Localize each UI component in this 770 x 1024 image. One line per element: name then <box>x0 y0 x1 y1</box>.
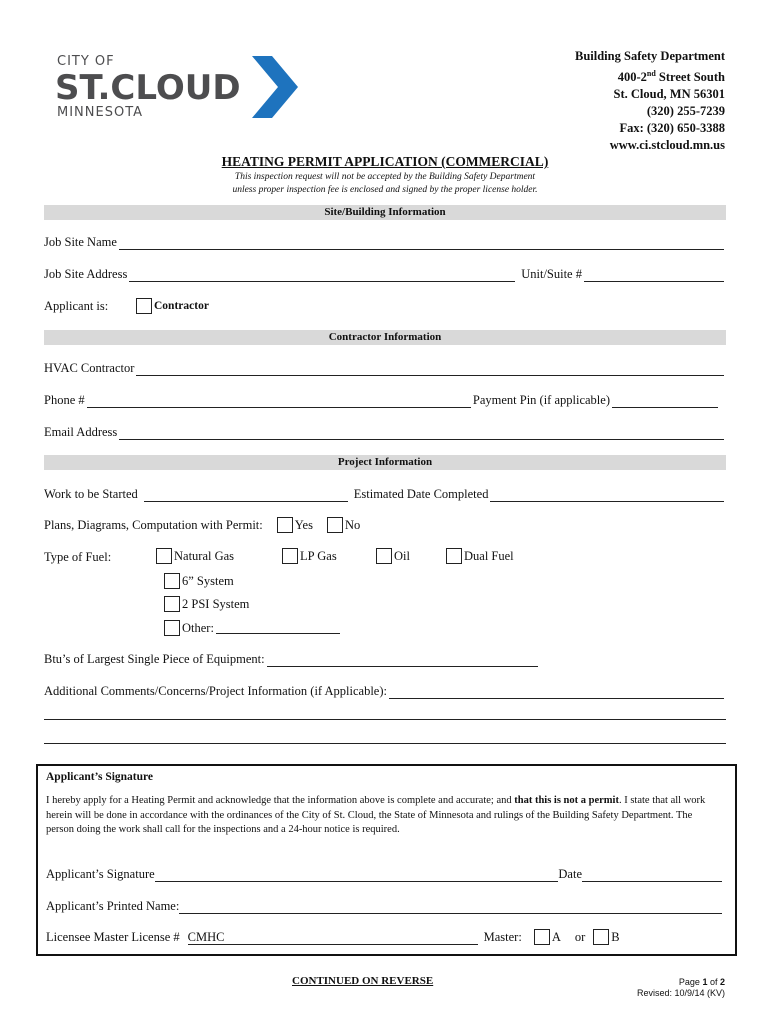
job-site-name-label: Job Site Name <box>44 235 117 249</box>
department-name: Building Safety Department <box>575 49 725 63</box>
other-fuel-label: Other: <box>182 620 214 635</box>
other-fuel-field[interactable] <box>216 623 340 634</box>
payment-pin-field[interactable] <box>612 395 718 408</box>
fuel-natural-gas-option <box>156 548 234 564</box>
page-of: of <box>707 977 720 987</box>
job-site-name-field[interactable] <box>119 237 724 250</box>
natural-gas-checkbox[interactable] <box>156 548 172 564</box>
oil-label: Oil <box>394 548 410 563</box>
signature-title: Applicant’s Signature <box>46 771 154 783</box>
master-b-label: B <box>611 929 620 944</box>
printed-name-label: Applicant’s Printed Name: <box>46 899 180 913</box>
page-number <box>637 977 725 988</box>
six-inch-system-label: 6” System <box>182 573 234 588</box>
payment-pin-label: Payment Pin (if applicable) <box>472 393 610 407</box>
section-contractor-header: Contractor Information <box>44 330 726 345</box>
declaration-part-1: I hereby apply for a Heating Permit and acknowledge that the information above is complete and accurate; and <box>46 795 515 806</box>
dual-fuel-checkbox[interactable] <box>446 548 462 564</box>
master-b-checkbox[interactable] <box>593 929 609 945</box>
date-label: Date <box>558 867 582 881</box>
comments-row <box>44 684 726 699</box>
plans-yes-label: Yes <box>294 517 313 532</box>
oil-checkbox[interactable] <box>376 548 392 564</box>
estimated-completed-field[interactable] <box>490 489 724 502</box>
logo-state: MINNESOTA <box>57 105 144 120</box>
job-site-address-label: Job Site Address <box>44 267 128 281</box>
two-psi-system-option <box>164 596 249 612</box>
department-fax: Fax: (320) 650-3388 <box>619 121 725 136</box>
fuel-type-label: Type of Fuel: <box>44 550 112 564</box>
date-field[interactable] <box>582 869 722 882</box>
notice-line-1: This inspection request will not be accepted by the Building Safety Department <box>234 172 536 182</box>
revised-date: Revised: 10/9/14 (KV) <box>636 988 725 998</box>
fuel-oil-option <box>376 548 410 564</box>
form-title: HEATING PERMIT APPLICATION (COMMERCIAL) <box>221 154 549 169</box>
plans-no-checkbox[interactable] <box>327 517 343 533</box>
plans-row <box>44 517 726 533</box>
contractor-checkbox[interactable] <box>136 298 152 314</box>
work-dates-row <box>44 487 726 502</box>
work-started-label: Work to be Started <box>44 487 138 501</box>
lp-gas-label: LP Gas <box>300 548 337 563</box>
licensee-master-label: Licensee Master License # <box>46 929 180 944</box>
plans-yes-checkbox[interactable] <box>277 517 293 533</box>
unit-suite-field[interactable] <box>584 269 724 282</box>
license-number-field[interactable] <box>188 930 478 945</box>
email-field[interactable] <box>119 427 724 440</box>
natural-gas-label: Natural Gas <box>174 548 235 563</box>
six-inch-system-checkbox[interactable] <box>164 573 180 589</box>
logo-city-of: CITY OF <box>57 54 115 69</box>
printed-name-field[interactable] <box>179 901 722 914</box>
chevron-icon <box>250 54 300 120</box>
phone-field[interactable] <box>87 395 471 408</box>
phone-row <box>44 393 720 408</box>
department-city: St. Cloud, MN 56301 <box>613 87 725 102</box>
declaration-bold: that this is not a permit <box>514 795 619 806</box>
comments-label: Additional Comments/Concerns/Project Information (if Applicable): <box>44 684 387 698</box>
department-address <box>575 65 725 86</box>
signature-declaration <box>46 794 722 838</box>
comments-field[interactable] <box>389 686 724 699</box>
email-row <box>44 425 726 440</box>
master-a-label: A <box>551 929 561 944</box>
btus-row <box>44 652 540 667</box>
license-row <box>46 929 722 945</box>
notice-line-2: unless proper inspection fee is enclosed and signed by the proper license holder. <box>232 185 538 195</box>
logo-name: ST.CLOUD <box>55 68 241 108</box>
email-label: Email Address <box>44 425 118 439</box>
master-a-checkbox[interactable] <box>534 929 550 945</box>
hvac-contractor-field[interactable] <box>136 363 724 376</box>
department-block <box>575 48 725 154</box>
plans-question-label: Plans, Diagrams, Computation with Permit: <box>44 517 263 532</box>
work-started-field[interactable] <box>144 489 348 502</box>
estimated-completed-label: Estimated Date Completed <box>353 487 489 501</box>
contractor-option-label: Contractor <box>154 300 209 312</box>
comments-line-3[interactable] <box>44 743 726 744</box>
or-label: or <box>574 929 586 944</box>
continued-on-reverse: CONTINUED ON REVERSE <box>292 975 434 987</box>
applicant-is-label: Applicant is: <box>44 298 109 313</box>
other-fuel-option <box>164 620 342 636</box>
fuel-dual-option <box>446 548 514 564</box>
job-site-address-row <box>44 267 726 282</box>
unit-suite-label: Unit/Suite # <box>521 267 582 281</box>
address-number: 400-2 <box>617 70 647 85</box>
comments-line-2[interactable] <box>44 719 726 720</box>
hvac-contractor-label: HVAC Contractor <box>44 361 135 375</box>
job-site-name-row <box>44 235 726 250</box>
page-prefix: Page <box>678 977 703 987</box>
address-ordinal: nd <box>646 69 656 78</box>
applicant-signature-label: Applicant’s Signature <box>46 867 155 881</box>
two-psi-system-checkbox[interactable] <box>164 596 180 612</box>
fuel-lp-gas-option <box>282 548 337 564</box>
applicant-type-row <box>44 298 726 314</box>
printed-name-row <box>46 899 722 914</box>
page-total: 2 <box>719 977 725 987</box>
license-prefix: CMHC <box>187 929 225 944</box>
plans-no-label: No <box>344 517 361 532</box>
section-project-header: Project Information <box>44 455 726 470</box>
six-inch-system-option <box>164 573 234 589</box>
btus-label: Btu’s of Largest Single Piece of Equipment: <box>44 652 265 666</box>
department-phone: (320) 255-7239 <box>646 104 725 119</box>
declaration-part-2: . I state that all work herein will be done in accordance with the ordinances of the City of St. Cloud, the State of Minnesota and rulings of the Building Safety Department. The person doing the work shall call for the inspections and a 24-hour notice is required. <box>46 795 706 835</box>
applicant-signature-row <box>46 867 722 882</box>
hvac-contractor-row <box>44 361 726 376</box>
lp-gas-checkbox[interactable] <box>282 548 298 564</box>
btus-field[interactable] <box>267 654 538 667</box>
dual-fuel-label: Dual Fuel <box>464 548 514 563</box>
phone-label: Phone # <box>44 393 85 407</box>
job-site-address-field[interactable] <box>129 269 515 282</box>
other-fuel-checkbox[interactable] <box>164 620 180 636</box>
applicant-signature-field[interactable] <box>155 869 559 882</box>
section-site-header: Site/Building Information <box>44 205 726 220</box>
signature-box <box>36 764 737 956</box>
page-info <box>637 977 725 999</box>
address-street: Street South <box>655 70 725 85</box>
department-website: www.ci.stcloud.mn.us <box>609 138 725 153</box>
city-logo <box>55 54 305 124</box>
page-current: 1 <box>702 977 708 987</box>
two-psi-system-label: 2 PSI System <box>182 596 250 611</box>
master-label: Master: <box>483 929 522 944</box>
